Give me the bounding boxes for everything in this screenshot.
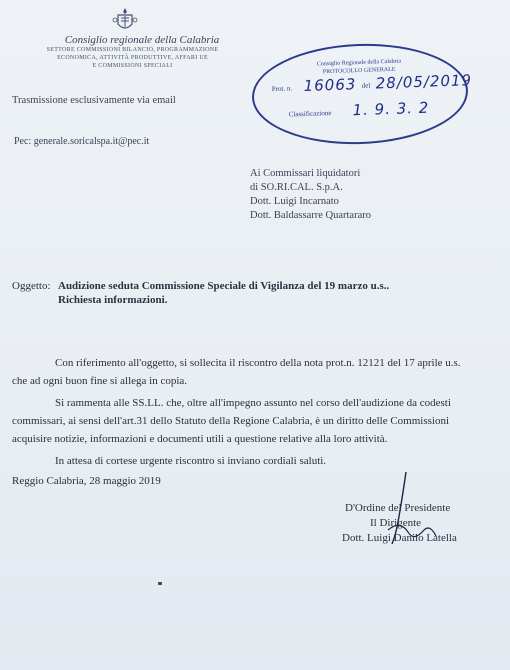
letterhead-line: ECONOMICA, ATTIVITÀ PRODUTTIVE, AFFARI UE <box>57 55 208 61</box>
stamp-class-label: Classificazione <box>288 109 332 119</box>
stamp-register: PROTOCOLLO GENERALE <box>322 66 396 76</box>
signature-line: D'Ordine del Presidente <box>345 502 451 514</box>
paper-mark <box>158 582 162 585</box>
letterhead-line: SETTORE COMMISSIONI BILANCIO, PROGRAMMAZIONE <box>46 47 219 53</box>
recipient-line: Ai Commissari liquidatori <box>250 168 361 179</box>
body-text-line: Si rammenta alle SS.LL. che, oltre all'impegno assunto nel corso dell'audizione da codesti <box>55 397 451 409</box>
stamp-prot-label: Prot. n. <box>271 84 293 94</box>
signature-line: Il Dirigente <box>370 517 422 529</box>
recipient-line: Dott. Baldassarre Quartararo <box>250 210 371 221</box>
body-text-line: In attesa di cortese urgente riscontro si inviano cordiali saluti. <box>55 455 327 467</box>
recipient-line: Dott. Luigi Incarnato <box>250 196 339 207</box>
protocol-stamp <box>250 40 473 147</box>
letterhead-title: Consiglio regionale della Calabria <box>64 34 220 46</box>
stamp-office: Consiglio Regionale della Calabria <box>316 58 402 68</box>
stamp-prot-number: 16063 <box>303 75 357 95</box>
recipient-line: di SO.RI.CAL. S.p.A. <box>250 182 343 193</box>
body-text-line: Con riferimento all'oggetto, si sollecita il riscontro della nota prot.n. 12121 del 17 aprile u.s. <box>55 357 461 369</box>
signature-line: Dott. Luigi Danilo Latella <box>342 532 457 544</box>
subject-line: Richiesta informazioni. <box>58 294 168 306</box>
stamp-date-label: del <box>361 81 371 90</box>
stamp-date: 28/05/2019 <box>375 71 473 93</box>
body-text-line: commissari, ai sensi dell'art.31 dello Statuto della Regione Calabria, è un diritto delle Commissioni <box>12 415 450 427</box>
letterhead-line: E COMMISSIONI SPECIALI <box>92 63 173 69</box>
pec-address: Pec: generale.soricalspa.it@pec.it <box>14 136 150 147</box>
regional-crest-icon <box>110 6 140 34</box>
handwritten-signature <box>378 470 448 550</box>
transmission-note: Trasmissione esclusivamente via email <box>12 95 176 106</box>
subject-label: Oggetto: <box>12 280 51 292</box>
body-text-line: che ad ogni buon fine si allega in copia. <box>12 375 188 387</box>
place-date: Reggio Calabria, 28 maggio 2019 <box>12 475 161 487</box>
body-text-line: acquisire notizie, informazioni e documenti utili a questione relative alla loro attività. <box>12 433 388 445</box>
stamp-class-value: 1. 9. 3. 2 <box>352 98 430 120</box>
subject-line: Audizione seduta Commissione Speciale di Vigilanza del 19 marzo u.s.. <box>58 280 390 292</box>
